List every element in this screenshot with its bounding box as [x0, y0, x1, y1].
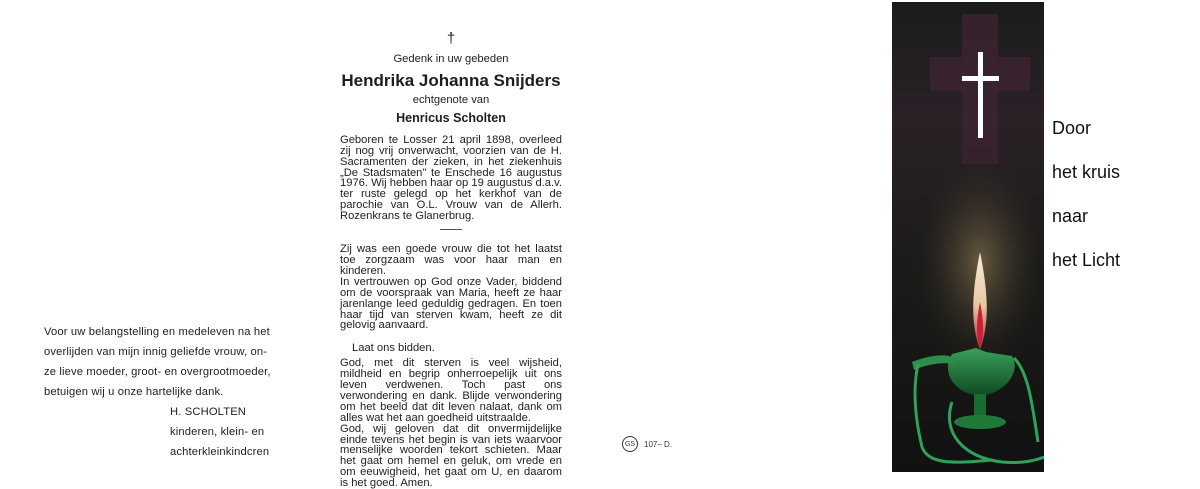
poem-section: [1052, 106, 1120, 282]
oil-lamp-icon: [912, 348, 1015, 429]
poem-line: Door: [1052, 118, 1092, 138]
spouse-name: Henricus Scholten: [396, 110, 506, 125]
printer-logo-icon: GS: [622, 436, 638, 452]
thanks-line: Voor uw belangstelling en medeleven na het: [44, 326, 270, 338]
thanks-section: [44, 322, 272, 462]
signature-line: achterkleinkindcren: [170, 446, 270, 458]
biography-text: Geboren te Losser 21 april 1898, overleed zij nog vrij onverwacht, voorzien van de H. Sacramenten der zieken, in het ziekenhuis „De Stadsmaten" te Enschede 16 augustus 1976. Wij hebben haar op 19 augustus d.a.v. ter ruste gelegd op het kerkhof van de parochie van O.L. Vrouw van de Allerh. Rozenkrans te Glanerbrug.: [340, 133, 562, 223]
deceased-name: Hendrika Johanna Snijders: [341, 70, 561, 90]
obituary-section: [340, 30, 562, 489]
spouse-intro: echtgenote van: [412, 93, 490, 106]
thanks-line: ze lieve moeder, groot- en overgrootmoeder,: [44, 366, 271, 378]
prayer-text: God, met dit sterven is veel wijsheid, mildheid en begrip onherroepelijk uit ons leven verdwenen. Toch past ons verwondering en dank. Blijde verwondering om het beeld dat dit leven nalaat, dank om alles wat het aan goedheid uitstraalde.: [340, 357, 562, 424]
prayer-text: God, wij geloven dat dit onvermijdelijke einde tevens het begin is van iets waarvoor menselijke woorden tekort schieten. Maar het gaat om hemel en geluk, om vrede en om eeuwigheid, het gaat om U, en daarom is het goed. Amen.: [340, 422, 562, 489]
memorial-artwork: [892, 2, 1044, 472]
poem-line: naar: [1052, 206, 1089, 226]
light-glow: [910, 142, 1044, 382]
printer-mark: [622, 436, 672, 452]
prayer-heading: Laat ons bidden.: [352, 342, 435, 355]
divider: [440, 229, 462, 230]
signature-name: H. SCHOLTEN: [170, 406, 247, 418]
thanks-line: betuigen wij u onze hartelijke dank.: [44, 386, 224, 398]
printer-code: 107– D.: [644, 439, 673, 449]
character-text: Zij was een goede vrouw die tot het laatst toe zorgzaam was voor haar man en kinderen.: [340, 243, 562, 277]
cross-symbol: †: [446, 30, 456, 47]
thanks-line: overlijden van mijn innig geliefde vrouw, on-: [44, 346, 268, 358]
artwork-illustration: [892, 2, 1044, 472]
faith-text: In vertrouwen op God onze Vader, biddend om de voorspraak van Maria, heeft ze haar jarenlange leed geduldig gedragen. En toen haar tijd van sterven kwam, heeft ze dit gelovig aanvaard.: [340, 275, 562, 332]
intro-text: Gedenk in uw gebeden: [393, 53, 509, 65]
signature-line: kinderen, klein- en: [170, 426, 265, 438]
poem-line: het kruis: [1052, 162, 1121, 182]
poem-line: het Licht: [1052, 250, 1121, 270]
